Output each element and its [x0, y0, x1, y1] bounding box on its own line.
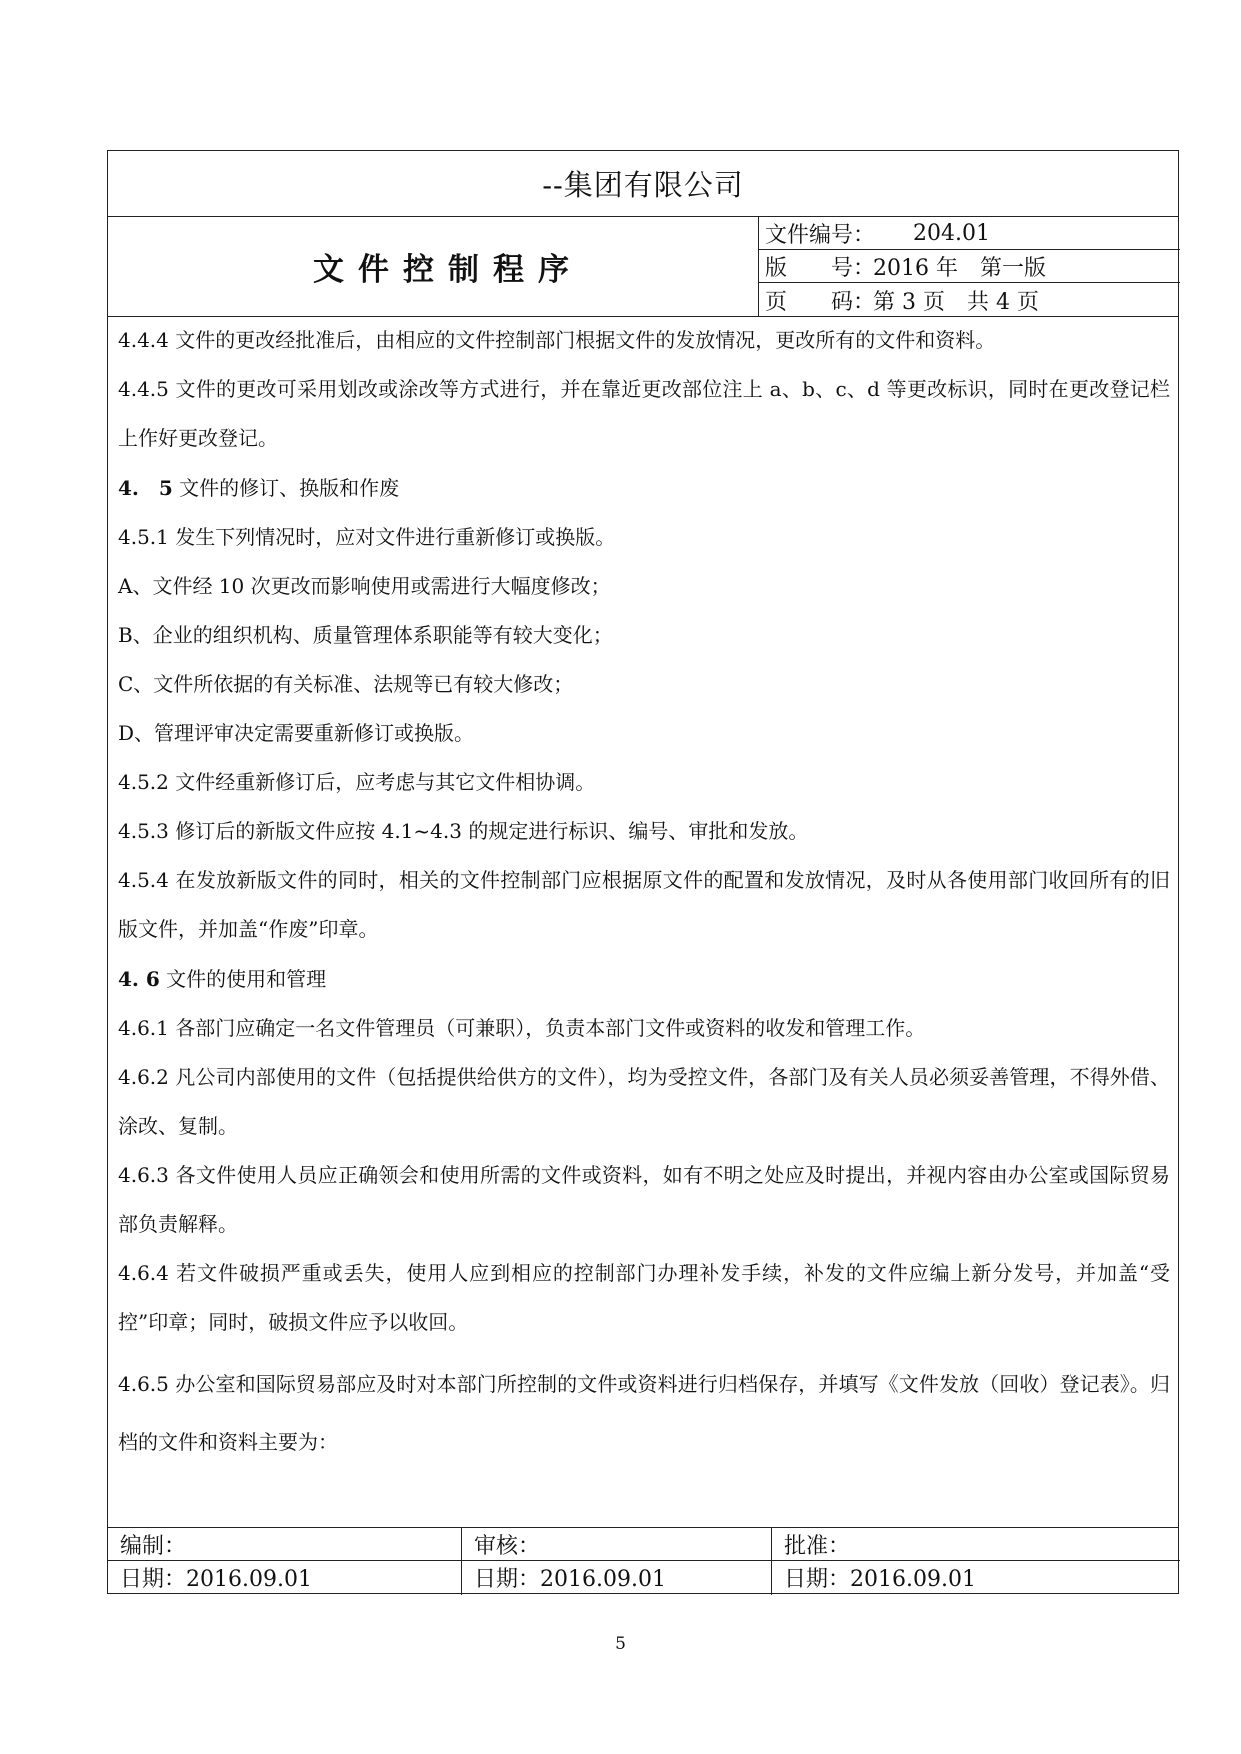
paragraph-4-6-1: 4.6.1 各部门应确定一名文件管理员（可兼职），负责本部门文件或资料的收发和管理工作。	[118, 1016, 926, 1040]
version-label: 版 号：	[765, 255, 876, 281]
file-number-row	[759, 217, 1180, 250]
page-label: 页 码：	[765, 289, 876, 315]
paragraph-4-6-2: 4.6.2 凡公司内部使用的文件（包括提供给供方的文件），均为受控文件，各部门及有关人员必须妥善管理，不得外借、涂改、复制。	[118, 1065, 1170, 1138]
prepared-label: 编制：	[108, 1528, 461, 1561]
version-row	[759, 250, 1180, 283]
document-meta	[758, 217, 1180, 316]
list-item-b: B、企业的组织机构、质量管理体系职能等有较大变化；	[118, 623, 613, 647]
page-row	[759, 283, 1180, 317]
approved-date: 日期：2016.09.01	[784, 1567, 976, 1592]
document-body	[118, 317, 1170, 1471]
list-item-c: C、文件所依据的有关标准、法规等已有较大修改；	[118, 672, 574, 696]
section-4-5-title: 文件的修订、换版和作废	[172, 476, 400, 500]
reviewed-column	[462, 1528, 772, 1595]
paragraph-4-5-1: 4.5.1 发生下列情况时，应对文件进行重新修订或换版。	[118, 525, 616, 549]
paragraph-4-6-3: 4.6.3 各文件使用人员应正确领会和使用所需的文件或资料，如有不明之处应及时提出，并视内容由办公室或国际贸易部负责解释。	[118, 1163, 1170, 1236]
document-frame	[107, 150, 1179, 1594]
list-item-a: A、文件经 10 次更改而影响使用或需进行大幅度修改；	[118, 574, 611, 598]
paragraph-4-5-3: 4.5.3 修订后的新版文件应按 4.1~4.3 的规定进行标识、编号、审批和发放。	[118, 819, 809, 843]
paragraph-4-5-4: 4.5.4 在发放新版文件的同时，相关的文件控制部门应根据原文件的配置和发放情况，及时从各使用部门收回所有的旧版文件，并加盖“作废”印章。	[118, 868, 1170, 941]
list-item-d: D、管理评审决定需要重新修订或换版。	[118, 721, 475, 745]
prepared-column	[108, 1528, 462, 1595]
paragraph-4-5-2: 4.5.2 文件经重新修订后，应考虑与其它文件相协调。	[118, 770, 596, 794]
section-4-6-heading	[118, 967, 1170, 991]
section-4-6-title: 文件的使用和管理	[159, 967, 327, 991]
title-row	[108, 217, 1178, 317]
document-title: 文件控制程序	[313, 252, 583, 288]
signature-footer	[108, 1527, 1178, 1595]
file-number-value: 204.01	[913, 220, 990, 246]
prepared-date: 日期：2016.09.01	[120, 1567, 312, 1592]
page-number: 5	[615, 1634, 626, 1654]
approved-column	[772, 1528, 1180, 1595]
company-name: --集团有限公司	[108, 151, 1178, 217]
paragraph-4-4-4: 4.4.4 文件的更改经批准后，由相应的文件控制部门根据文件的发放情况，更改所有的文件和资料。	[118, 328, 996, 352]
version-value: 2016 年 第一版	[873, 255, 1046, 281]
section-4-5-heading	[118, 476, 1170, 500]
paragraph-4-4-5: 4.4.5 文件的更改可采用划改或涂改等方式进行，并在靠近更改部位注上 a、b、c、d 等更改标识，同时在更改登记栏上作好更改登记。	[118, 377, 1170, 450]
section-4-5-number: 4. 5	[118, 476, 173, 500]
reviewed-date: 日期：2016.09.01	[474, 1567, 666, 1592]
approved-label: 批准：	[772, 1528, 1180, 1561]
paragraph-4-6-4: 4.6.4 若文件破损严重或丢失，使用人应到相应的控制部门办理补发手续，补发的文件应编上新分发号，并加盖“受控”印章；同时，破损文件应予以收回。	[118, 1261, 1170, 1334]
reviewed-label: 审核：	[462, 1528, 771, 1561]
page-value: 第 3 页 共 4 页	[873, 289, 1039, 315]
section-4-6-number: 4. 6	[118, 967, 160, 991]
paragraph-4-6-5: 4.6.5 办公室和国际贸易部应及时对本部门所控制的文件或资料进行归档保存，并填写《文件发放（回收）登记表》。归档的文件和资料主要为：	[118, 1372, 1170, 1454]
file-number-label: 文件编号：	[765, 222, 876, 248]
